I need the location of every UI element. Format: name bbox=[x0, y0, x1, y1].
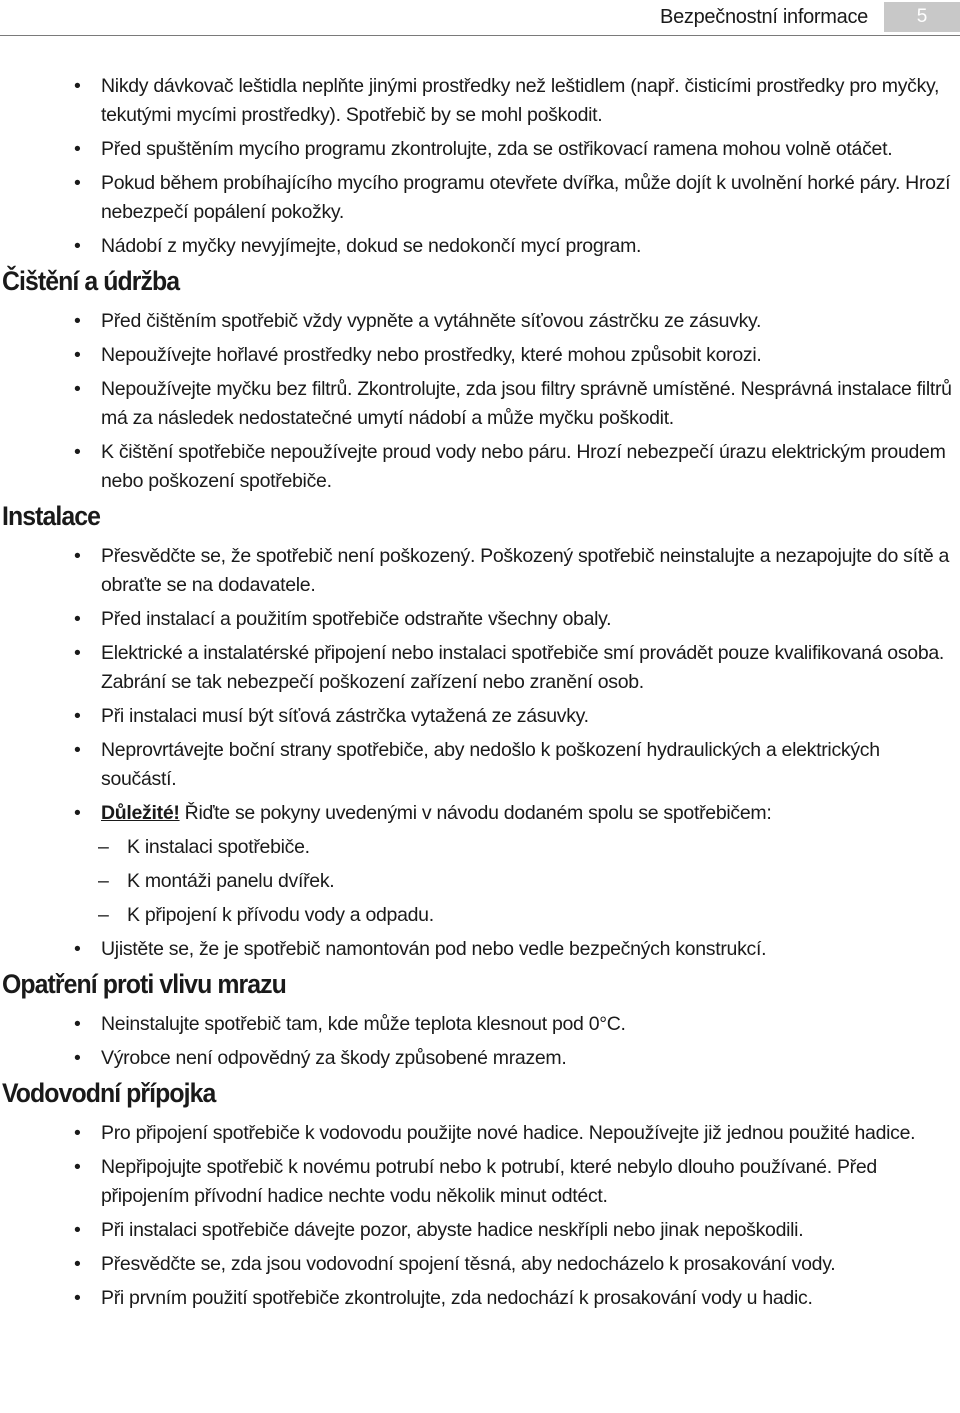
bullet-icon: • bbox=[74, 1253, 81, 1275]
dash-icon: – bbox=[98, 904, 109, 926]
dash-icon: – bbox=[98, 870, 109, 892]
header-title: Bezpečnostní informace bbox=[660, 6, 868, 28]
bullet-icon: • bbox=[74, 1156, 81, 1178]
list-item: • Nikdy dávkovač leštidla neplňte jinými prostředky než leštidlem (např. čisticími prostředky pro myčky, tekutými mycími prostředky). Spotřebič by se mohl poškodit. bbox=[0, 72, 960, 130]
list-item: • Před spuštěním mycího programu zkontrolujte, zda se ostřikovací ramena mohou volně otáčet. bbox=[0, 135, 960, 164]
list-item: • Neinstalujte spotřebič tam, kde může teplota klesnout pod 0°C. bbox=[0, 1010, 960, 1039]
bullet-icon: • bbox=[74, 1047, 81, 1069]
list-item: • Pro připojení spotřebiče k vodovodu použijte nové hadice. Nepoužívejte již jednou použité hadice. bbox=[0, 1119, 960, 1148]
list-item: • Při instalaci spotřebiče dávejte pozor, abyste hadice neskřípli nebo jinak nepoškodili. bbox=[0, 1216, 960, 1245]
bullet-icon: • bbox=[74, 344, 81, 366]
list-item: • Před čištěním spotřebič vždy vypněte a vytáhněte síťovou zástrčku ze zásuvky. bbox=[0, 307, 960, 336]
cleaning-list bbox=[0, 307, 960, 496]
sub-list-item: – K montáži panelu dvířek. bbox=[0, 867, 960, 896]
water-list bbox=[0, 1119, 960, 1313]
bullet-icon: • bbox=[74, 938, 81, 960]
sub-list-item: – K připojení k přívodu vody a odpadu. bbox=[0, 901, 960, 930]
bullet-icon: • bbox=[74, 138, 81, 160]
bullet-icon: • bbox=[74, 378, 81, 400]
bullet-icon: • bbox=[74, 172, 81, 194]
bullet-icon: • bbox=[74, 1219, 81, 1241]
section-heading-water: Vodovodní přípojka bbox=[2, 1078, 216, 1108]
installation-list bbox=[0, 542, 960, 964]
list-item: • Při prvním použití spotřebiče zkontrolujte, zda nedochází k prosakování vody u hadic. bbox=[0, 1284, 960, 1313]
list-item: • K čištění spotřebiče nepoužívejte proud vody nebo páru. Hrozí nebezpečí úrazu elektrickým proudem nebo poškození spotřebiče. bbox=[0, 438, 960, 496]
list-item: • Elektrické a instalatérské připojení nebo instalaci spotřebiče smí provádět pouze kvalifikovaná osoba. Zabrání se tak nebezpečí poškození zařízení nebo zranění osob. bbox=[0, 639, 960, 697]
list-item: • Pokud během probíhajícího mycího programu otevřete dvířka, může dojít k uvolnění horké páry. Hrozí nebezpečí popálení pokožky. bbox=[0, 169, 960, 227]
list-item: • Před instalací a použitím spotřebiče odstraňte všechny obaly. bbox=[0, 605, 960, 634]
bullet-icon: • bbox=[74, 642, 81, 664]
section-heading-installation: Instalace bbox=[2, 501, 101, 531]
list-item: • Přesvědčte se, že spotřebič není poškozený. Poškozený spotřebič neinstalujte a nezapojujte do sítě a obraťte se na dodavatele. bbox=[0, 542, 960, 600]
frost-list bbox=[0, 1010, 960, 1073]
list-item: • Při instalaci musí být síťová zástrčka vytažená ze zásuvky. bbox=[0, 702, 960, 731]
list-item: • Výrobce není odpovědný za škody způsobené mrazem. bbox=[0, 1044, 960, 1073]
bullet-icon: • bbox=[74, 739, 81, 761]
bullet-icon: • bbox=[74, 235, 81, 257]
sub-list-item: – K instalaci spotřebiče. bbox=[0, 833, 960, 862]
list-item: • Ujistěte se, že je spotřebič namontován pod nebo vedle bezpečných konstrukcí. bbox=[0, 935, 960, 964]
section-heading-cleaning: Čištění a údržba bbox=[2, 266, 180, 296]
header-divider bbox=[0, 35, 960, 36]
dash-icon: – bbox=[98, 836, 109, 858]
list-item: • Nepoužívejte hořlavé prostředky nebo prostředky, které mohou způsobit korozi. bbox=[0, 341, 960, 370]
bullet-icon: • bbox=[74, 1122, 81, 1144]
bullet-icon: • bbox=[74, 545, 81, 567]
list-item: • Nádobí z myčky nevyjímejte, dokud se nedokončí mycí program. bbox=[0, 232, 960, 261]
section-heading-frost: Opatření proti vlivu mrazu bbox=[2, 969, 286, 999]
bullet-icon: • bbox=[74, 1013, 81, 1035]
bullet-icon: • bbox=[74, 705, 81, 727]
intro-list bbox=[0, 72, 960, 261]
bullet-icon: • bbox=[74, 310, 81, 332]
bullet-icon: • bbox=[74, 608, 81, 630]
list-item: • Přesvědčte se, zda jsou vodovodní spojení těsná, aby nedocházelo k prosakování vody. bbox=[0, 1250, 960, 1279]
bullet-icon: • bbox=[74, 1287, 81, 1309]
page-header bbox=[0, 0, 960, 38]
important-label: Důležité! bbox=[101, 802, 180, 824]
list-item-important: • Důležité! Řiďte se pokyny uvedenými v návodu dodaném spolu se spotřebičem: bbox=[0, 799, 960, 828]
page-content bbox=[0, 72, 960, 1318]
page-number: 5 bbox=[884, 2, 960, 32]
bullet-icon: • bbox=[74, 802, 81, 824]
list-item: • Neprovrtávejte boční strany spotřebiče, aby nedošlo k poškození hydraulických a elektrických součástí. bbox=[0, 736, 960, 794]
list-item: • Nepřipojujte spotřebič k novému potrubí nebo k potrubí, které nebylo dlouho používané. Před připojením přívodní hadice nechte vodu několik minut odtéct. bbox=[0, 1153, 960, 1211]
list-item: • Nepoužívejte myčku bez filtrů. Zkontrolujte, zda jsou filtry správně umístěné. Nesprávná instalace filtrů má za následek nedostatečné umytí nádobí a může myčku poškodit. bbox=[0, 375, 960, 433]
bullet-icon: • bbox=[74, 75, 81, 97]
bullet-icon: • bbox=[74, 441, 81, 463]
